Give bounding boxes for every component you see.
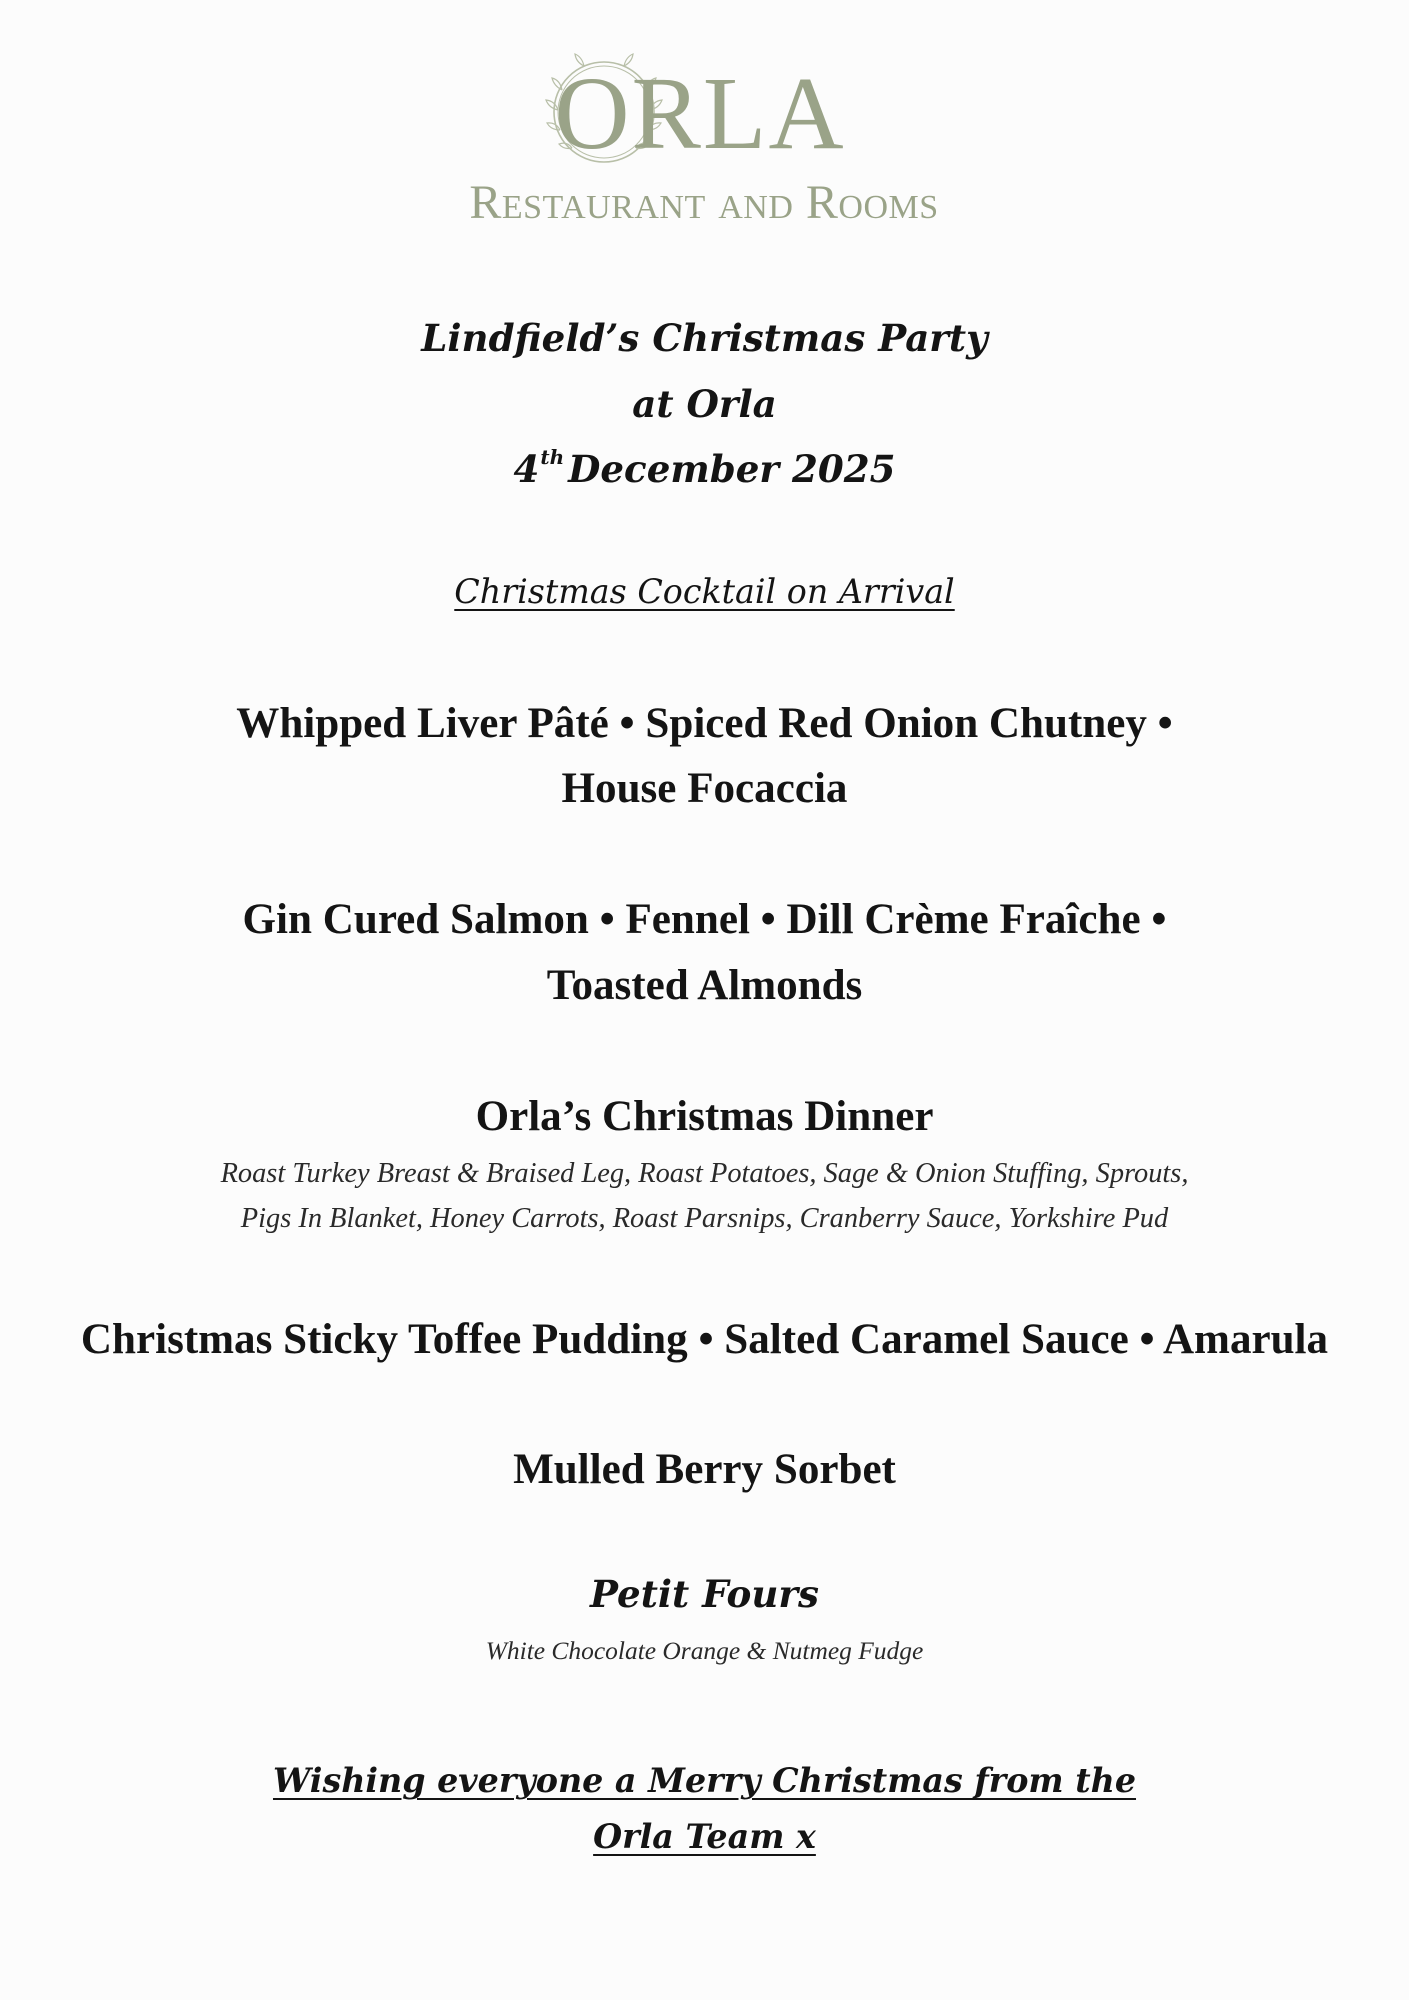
brand-tagline: Restaurant and Rooms [469,176,939,229]
course-salmon-line1: Gin Cured Salmon • Fennel • Dill Crème Fraîche • [242,896,1167,943]
footer-message-line1: Wishing everyone a Merry Christmas from the [272,1761,1137,1800]
orla-logo [0,0,1409,240]
course-petit-fours-desc: White Chocolate Orange & Nutmeg Fudge [485,1636,924,1665]
footer-message-line2: Orla Team x [593,1817,816,1856]
course-petit-fours-title: Petit Fours [590,1572,819,1616]
course-pate-line2: House Focaccia [561,765,848,812]
date-rest: December 2025 [568,447,896,491]
course-salmon-line2: Toasted Almonds [546,962,863,1009]
course-dinner-title: Orla’s Christmas Dinner [475,1093,934,1140]
event-title: Lindfield’s Christmas Party [421,316,988,360]
date-day: 4 [513,447,540,491]
course-sorbet: Mulled Berry Sorbet [513,1446,896,1493]
brand-name: ORLA [554,56,846,171]
arrival-drink: Christmas Cocktail on Arrival [454,572,955,611]
event-date [0,445,1409,491]
course-pudding: Christmas Sticky Toffee Pudding • Salted Caramel Sauce • Amarula [80,1316,1329,1363]
event-venue: at Orla [632,382,777,426]
course-dinner-desc-line2: Pigs In Blanket, Honey Carrots, Roast Parsnips, Cranberry Sauce, Yorkshire Pud [240,1203,1169,1234]
course-pate-line1: Whipped Liver Pâté • Spiced Red Onion Chutney • [236,700,1173,747]
date-suffix: th [540,445,565,469]
course-dinner-desc-line1: Roast Turkey Breast & Braised Leg, Roast Potatoes, Sage & Onion Stuffing, Sprouts, [220,1158,1189,1189]
